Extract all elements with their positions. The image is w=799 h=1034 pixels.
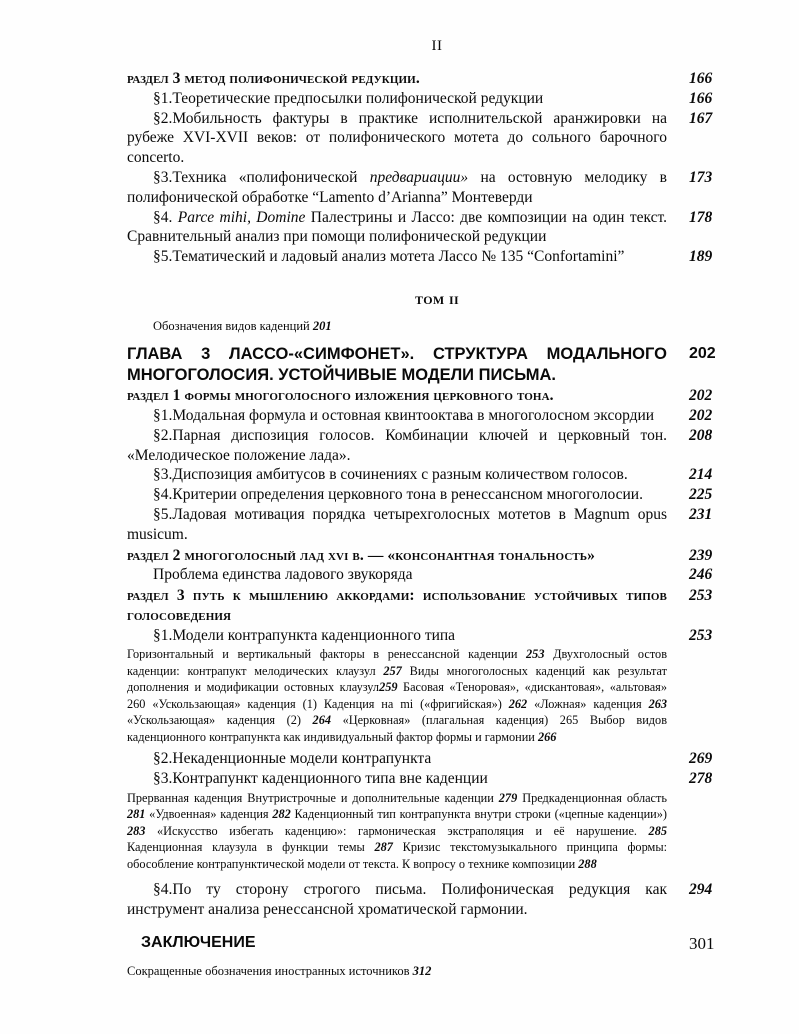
toc-row [127, 505, 747, 545]
toc-row-chapter-3 [127, 344, 747, 385]
chapter-heading [127, 344, 667, 385]
tail-note-page-ref: 312 [412, 964, 432, 979]
synopsis-text: «Искусство избегать каденцию»: гармоническая экстраполяция и её нарушение. [145, 823, 649, 838]
page-number: 225 [689, 486, 713, 504]
entry-text-part: на остовную мелодику в полифонической обработке “Lamento d’Arianna” Монтеверди [127, 168, 667, 206]
toc-row [127, 465, 747, 485]
toc-row [127, 626, 747, 646]
chapter-heading-line-1: ГЛАВА 3 ЛАССО-«СИМФОНЕТ». СТРУКТУРА МОДАЛЬНОГО [127, 345, 667, 364]
annotation-text: Обозначения видов каденций [153, 319, 313, 334]
toc-row [127, 485, 747, 505]
synopsis-page-ref: 282 [272, 807, 291, 822]
volume-annotation [127, 318, 747, 334]
page-number: 278 [689, 770, 713, 788]
page-number: 166 [689, 70, 713, 87]
toc-entry-label [127, 168, 667, 208]
page-number: 166 [689, 89, 713, 107]
page-number: 253 [689, 587, 713, 605]
page-number: 301 [689, 933, 715, 953]
synopsis-page-ref: 287 [374, 840, 393, 855]
synopsis-page-ref: 279 [498, 790, 518, 805]
synopsis-page-ref: 281 [127, 807, 146, 822]
page-number: 239 [689, 546, 713, 564]
toc-row [127, 89, 747, 109]
toc-row [127, 769, 747, 789]
toc-row [127, 880, 747, 920]
toc-entry-label: Проблема единства ладового звукоряда [153, 566, 413, 584]
toc-row [127, 406, 747, 426]
toc-row-section-1 [127, 386, 747, 406]
synopsis-text: «Ложная» каденция [527, 696, 649, 711]
entry-text-roman: Magnum opus musicum [127, 506, 668, 543]
entry-text-part: §3.Техника «полифонической [153, 168, 370, 186]
synopsis-text: Виды многоголосных каденций как результат дополнения и модификации остовных клаузул [127, 663, 668, 695]
toc-entry-label: §3.Контрапункт каденционного типа вне каденции [153, 770, 488, 788]
annotation-page-ref: 201 [312, 319, 332, 334]
conclusion-label: ЗАКЛЮЧЕНИЕ [141, 933, 256, 951]
tail-note [127, 963, 747, 979]
page-number: 167 [689, 109, 713, 127]
synopsis-text: «Удвоенная» каденция [145, 807, 273, 822]
synopsis-text: Каденционный тип контрапункта внутри строки («цепные каденции») [290, 807, 667, 822]
toc-row [127, 208, 747, 248]
synopsis-text: Кризис текстомузыкального принципа формы: обособление контрапунктической модели от текста. К вопросу о технике композиции [127, 840, 667, 871]
synopsis-page-ref: 288 [578, 856, 597, 871]
toc-entry-label: §4.По ту сторону строгого письма. Полифоническая редукция как инструмент анализа ренессансной хроматической гармонии. [127, 881, 667, 919]
entry-text-part: §5.Ладовая мотивация порядка четырехголосных мотетов в [153, 506, 574, 524]
toc-content [127, 38, 747, 980]
page-number: 246 [689, 566, 713, 584]
synopsis-text: Двухголосный остов каденции: контрапукт мелодических клаузул [127, 647, 668, 678]
entry-text-italic: предвариации» [369, 168, 469, 186]
toc-row [127, 168, 747, 208]
section-heading-label: раздел 2 многоголосный лад xvi в. — «консонантная тональность» [127, 546, 596, 564]
toc-row [127, 749, 747, 769]
toc-entry-label: §4.Критерии определения церковного тона в ренессансном многоголосии. [153, 486, 643, 504]
toc-row [127, 109, 747, 168]
page-number: 214 [689, 466, 713, 484]
synopsis-paragraph [127, 790, 667, 872]
entry-text-part: . [183, 525, 188, 543]
chapter-heading-line-2: МНОГОГОЛОСИЯ. УСТОЙЧИВЫЕ МОДЕЛИ ПИСЬМА. [127, 365, 556, 384]
synopsis-page-ref: 266 [537, 729, 557, 744]
toc-entry-label [127, 208, 667, 248]
toc-row-synopsis [127, 645, 747, 746]
toc-entry-label: §3.Диспозиция амбитусов в сочинениях с разным количеством голосов. [153, 466, 628, 484]
toc-row-section-3 [127, 586, 747, 625]
toc-row-section-3-vol1 [127, 69, 747, 89]
toc-row-synopsis [127, 789, 747, 873]
synopsis-text: «Ускользающая» каденция (2) [127, 713, 313, 728]
toc-entry-label: §5.Тематический и ладовый анализ мотета Лассо № 135 “Confortamini” [153, 248, 625, 266]
synopsis-page-ref: 264 [312, 713, 331, 728]
synopsis-text: «Церковная» (плагальная каденция) 265 Выбор видов каденционного контрапункта как индивидуальный фактор формы и гармонии [127, 713, 667, 744]
entry-text-part: §4. [153, 208, 178, 226]
page-number: 173 [689, 168, 713, 186]
page-number: 208 [689, 426, 713, 444]
toc-row-section-2 [127, 546, 747, 566]
synopsis-text: Прерванная каденция Внутристрочные и дополнительные каденции [127, 790, 499, 805]
toc-row-conclusion [127, 933, 747, 955]
page-number: 269 [689, 750, 713, 768]
synopsis-text: Предкаденционная область [517, 790, 667, 805]
page-number: 189 [689, 248, 713, 266]
toc-row [127, 565, 747, 585]
synopsis-text: Каденционная клаузула в функции темы [127, 840, 375, 855]
toc-entry-label [127, 505, 667, 545]
synopsis-page-ref: 253 [526, 647, 545, 662]
section-heading-label: раздел 1 формы многоголосного изложения церковного тона. [127, 387, 554, 405]
page-number: 178 [689, 208, 713, 226]
section-heading-label: раздел 3 метод полифонической редукции. [127, 70, 420, 87]
synopsis-page-ref: 259 [379, 680, 398, 695]
toc-row [127, 426, 747, 466]
synopsis-page-ref: 283 [127, 823, 146, 838]
toc-entry-label: §1.Модальная формула и остовная квинтооктава в многоголосном эксордии [153, 406, 655, 424]
toc-entry-label: §1.Теоретические предпосылки полифонической редукции [153, 89, 544, 107]
page-number: 202 [689, 406, 713, 424]
toc-entry-label: §2.Парная диспозиция голосов. Комбинации ключей и церковный тон. «Мелодическое положение лада». [127, 426, 667, 464]
synopsis-page-ref: 263 [648, 696, 668, 711]
synopsis-text: Горизонтальный и вертикальный факторы в ренессансной каденции [127, 647, 527, 662]
page-number: 253 [689, 626, 713, 644]
toc-entry-label: §1.Модели контрапункта каденционного типа [153, 626, 456, 644]
section-heading-label: раздел 3 путь к мышлению аккордами: использование устойчивых типов голосоведения [127, 587, 667, 624]
page-number: 231 [689, 506, 713, 524]
entry-text-part: Палестрины и Лассо: две композиции на один текст. Сравнительный анализ при помощи полифонической редукции [127, 208, 667, 246]
synopsis-paragraph [127, 646, 667, 745]
tail-note-text: Сокращенные обозначения иностранных источников [127, 964, 413, 979]
synopsis-page-ref: 285 [648, 823, 667, 838]
page-number: 294 [689, 881, 713, 899]
volume-title: том ii [415, 289, 459, 309]
synopsis-page-ref: 262 [508, 696, 528, 711]
toc-entry-label: §2.Мобильность фактуры в практике исполнительской аранжировки на рубеже XVI-XVII веков: от полифонического мотета до сольного барочного concerto. [127, 109, 667, 167]
page-number: 202 [689, 345, 716, 363]
entry-text-italic: Parce mihi, Domine [177, 208, 306, 226]
page-number: 202 [689, 387, 713, 405]
synopsis-page-ref: 257 [383, 663, 402, 678]
toc-entry-label: §2.Некаденционные модели контрапункта [153, 750, 432, 768]
toc-row [127, 247, 747, 267]
synopsis-text: Басовая «Теноровая», «дискантовая», «альтовая» 260 «Ускользающая» каденция (1) Каденция на mi («фригийская») [127, 680, 667, 711]
running-head: II [431, 38, 443, 54]
